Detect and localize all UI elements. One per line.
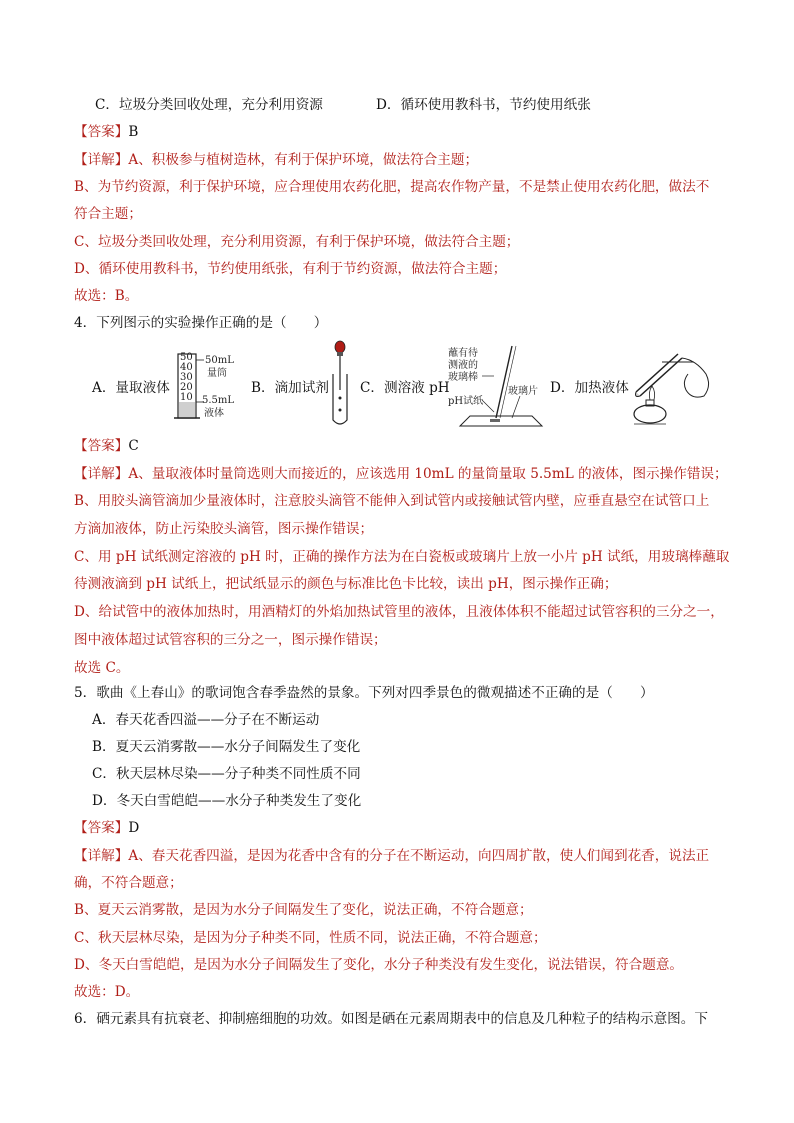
tick-label: 40 (180, 362, 193, 373)
q6-stem: 6．硒元素具有抗衰老、抑制癌细胞的功效。如图是硒在元素周期表中的信息及几种粒子的结构示意图。下 (74, 1011, 708, 1027)
q5-stem: 5．歌曲《上春山》的歌词饱含春季盎然的景象。下列对四季景色的微观描述不正确的是（ ） (74, 685, 654, 701)
heating-test-tube-figure (622, 340, 718, 434)
q3-detail-line: 故选：B。 (74, 288, 139, 304)
liquid-volume-label: 5.5mL (202, 395, 235, 406)
q5-answer (74, 818, 139, 838)
q4-detail-line: B、用胶头滴管滴加少量液体时，注意胶头滴管不能伸入到试管内或接触试管内壁，应垂直悬空在试管口上 (74, 493, 710, 509)
q5-detail-line (74, 846, 709, 866)
q4-option-d: D．加热液体 (550, 380, 629, 396)
q4-detail-line (74, 464, 728, 484)
q4-stem: 4．下列图示的实验操作正确的是（ ） (74, 315, 328, 331)
q4-detail-line: 故选 C。 (74, 660, 130, 676)
q5-option: C．秋天层林尽染——分子种类不同性质不同 (92, 766, 361, 782)
q4-option-a: A．量取液体 (92, 380, 170, 396)
ph-test-figure (446, 346, 550, 430)
paper-label: pH试纸 (448, 396, 484, 407)
cylinder-name-label: 量筒 (207, 368, 227, 379)
answer-value: B (128, 124, 139, 140)
answer-tag: 【答案】 (74, 124, 129, 140)
graduated-cylinder-figure (170, 352, 250, 426)
answer-tag: 【答案】 (74, 438, 129, 454)
detail-tag: 【详解】 (74, 848, 129, 864)
q5-option: B．夏天云消雾散——水分子间隔发生了变化 (92, 739, 361, 755)
q3-detail-line: B、为节约资源，利于保护环境，应合理使用农药化肥，提高农作物产量，不是禁止使用农药化肥，做法不 (74, 179, 710, 195)
tick-label: 30 (180, 372, 193, 383)
q5-detail-line: B、夏天云消雾散，是因为水分子间隔发生了变化，说法正确，不符合题意； (74, 902, 533, 918)
q5-option: D．冬天白雪皑皑——水分子种类发生了变化 (92, 793, 362, 809)
answer-value: D (128, 820, 140, 836)
detail-tag: 【详解】 (74, 152, 129, 168)
q4-answer (74, 436, 139, 456)
q4-detail-line: 图中液体超过试管容积的三分之一，图示操作错误； (74, 632, 387, 648)
rod-label-1: 蘸有待 (448, 348, 478, 359)
q4-option-c: C．测溶液 pH (360, 380, 450, 396)
detail-text: A、量取液体时量筒选则大而接近的，应该选用 10mL 的量筒量取 5.5mL 的液体，图示操作错误； (128, 466, 728, 482)
q4-detail-line: C、用 pH 试纸测定溶液的 pH 时，正确的操作方法为在白瓷板或玻璃片上放一小片 pH 试纸，用玻璃棒蘸取 (74, 549, 730, 565)
rod-label-2: 测液的 (448, 360, 478, 371)
q3-detail-line (74, 150, 478, 170)
q5-detail-line: 确，不符合题意； (74, 875, 183, 891)
q5-detail-line: C、秋天层林尽染，是因为分子种类不同，性质不同，说法正确，不符合题意； (74, 930, 547, 946)
tick-label: 10 (180, 392, 193, 403)
q3-option-d: D．循环使用教科书，节约使用纸张 (376, 97, 591, 113)
detail-tag: 【详解】 (74, 466, 129, 482)
rod-label-3: 玻璃棒 (448, 372, 478, 383)
q4-detail-line: 待测液滴到 pH 试纸上，把试纸显示的颜色与标准比色卡比较，读出 pH，图示操作正确； (74, 576, 618, 592)
liquid-label: 液体 (204, 408, 224, 419)
answer-value: C (128, 438, 139, 454)
tick-label: 50 (180, 352, 193, 363)
dropper-test-tube-figure (328, 340, 352, 430)
q3-answer (74, 122, 138, 142)
q4-option-b: B．滴加试剂 (251, 380, 329, 396)
q5-option: A．春天花香四溢——分子在不断运动 (92, 712, 320, 728)
q5-detail-line: D、冬天白雪皑皑，是因为水分子间隔发生了变化，水分子种类没有发生变化，说法错误，符合题意。 (74, 957, 684, 973)
q4-detail-line: 方滴加液体，防止污染胶头滴管，图示操作错误； (74, 521, 374, 537)
q3-detail-line: 符合主题； (74, 206, 142, 222)
cylinder-volume-label: 50mL (205, 355, 234, 366)
q4-detail-line: D、给试管中的液体加热时，用酒精灯的外焰加热试管里的液体，且液体体积不能超过试管容积的三分之一， (74, 604, 724, 620)
q3-detail-line: C、垃圾分类回收处理，充分利用资源，有利于保护环境，做法符合主题； (74, 234, 520, 250)
detail-text: A、春天花香四溢，是因为花香中含有的分子在不断运动，向四周扩散，使人们闻到花香，说法正 (128, 848, 710, 864)
tick-label: 20 (180, 382, 193, 393)
glass-label: 玻璃片 (508, 386, 538, 397)
detail-text: A、积极参与植树造林，有利于保护环境，做法符合主题； (128, 152, 479, 168)
q3-option-c: C．垃圾分类回收处理，充分利用资源 (95, 97, 323, 113)
q5-detail-line: 故选：D。 (74, 984, 140, 1000)
answer-tag: 【答案】 (74, 820, 129, 836)
q3-detail-line: D、循环使用教科书，节约使用纸张，有利于节约资源，做法符合主题； (74, 261, 507, 277)
